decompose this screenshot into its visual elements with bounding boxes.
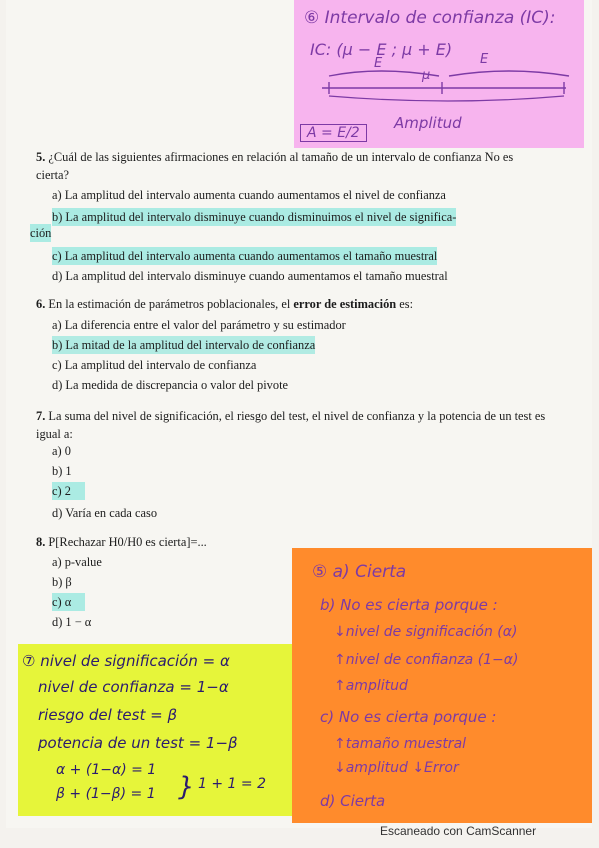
pink-note-brace-diagram bbox=[314, 64, 574, 104]
question-6 bbox=[36, 295, 556, 313]
orange-note-line-3: ↓nivel de significación (α) bbox=[334, 624, 518, 640]
green-note-line-4: potencia de un test = 1−β bbox=[38, 734, 238, 752]
question-8 bbox=[36, 533, 296, 551]
question-7 bbox=[36, 407, 556, 443]
q6-option-d: d) La medida de discrepancia o valor del pivote bbox=[52, 378, 289, 392]
pink-note-mu: μ bbox=[422, 68, 431, 83]
question-6-stem-post: es: bbox=[396, 297, 414, 311]
q6-option-c: c) La amplitud del intervalo de confianza bbox=[52, 358, 257, 372]
green-note-line-1: ⑦ nivel de significación = α bbox=[22, 652, 230, 670]
pink-note-e-left: E bbox=[374, 56, 383, 71]
green-note-line-3: riesgo del test = β bbox=[38, 706, 178, 724]
q7-option-b: b) 1 bbox=[52, 464, 72, 478]
q5-option-b-cont: ción bbox=[30, 226, 52, 240]
green-note-line-2: nivel de confianza = 1−α bbox=[38, 678, 229, 696]
q8-option-d: d) 1 − α bbox=[52, 615, 92, 629]
q6-option-b: b) La mitad de la amplitud del intervalo de confianza bbox=[52, 338, 316, 352]
orange-note-line-7: ↑tamaño muestral bbox=[334, 736, 467, 752]
question-7-stem: La suma del nivel de significación, el riesgo del test, el nivel de confianza y la potencia de un test es igual a: bbox=[36, 409, 546, 441]
question-6-stem-bold: error de estimación bbox=[293, 297, 397, 311]
orange-sticky-note bbox=[292, 548, 592, 823]
question-7-number: 7. bbox=[36, 409, 46, 423]
q5-option-b: b) La amplitud del intervalo disminuye cuando disminuimos el nivel de significa- bbox=[52, 210, 457, 224]
orange-note-line-5: ↑amplitud bbox=[334, 678, 408, 694]
pink-note-formula: IC: (μ − E ; μ + E) bbox=[310, 40, 453, 59]
question-6-number: 6. bbox=[36, 297, 46, 311]
orange-note-line-6: c) No es cierta porque : bbox=[320, 708, 497, 726]
q6-option-a: a) La diferencia entre el valor del parámetro y su estimador bbox=[52, 318, 346, 332]
pink-note-e-right: E bbox=[480, 52, 489, 67]
q5-option-a: a) La amplitud del intervalo aumenta cuando aumentamos el nivel de confianza bbox=[52, 188, 446, 202]
orange-note-line-8: ↓amplitud ↓Error bbox=[334, 760, 459, 776]
pink-note-amplitud: Amplitud bbox=[394, 114, 462, 132]
q8-option-b: b) β bbox=[52, 575, 72, 589]
pink-note-a-formula: A = E/2 bbox=[300, 124, 367, 142]
orange-note-line-2: b) No es cierta porque : bbox=[320, 596, 498, 614]
question-6-stem-pre: En la estimación de parámetros poblacionales, el bbox=[48, 297, 294, 311]
q7-option-a: a) 0 bbox=[52, 444, 71, 458]
orange-note-line-4: ↑nivel de confianza (1−α) bbox=[334, 652, 519, 668]
pink-sticky-note bbox=[294, 0, 584, 148]
q5-option-d: d) La amplitud del intervalo disminuye cuando aumentamos el tamaño muestral bbox=[52, 269, 448, 283]
question-5-stem: ¿Cuál de las siguientes afirmaciones en relación al tamaño de un intervalo de confianza No es cierta? bbox=[36, 150, 514, 182]
green-note-line-6: β + (1−β) = 1 bbox=[56, 786, 156, 802]
question-5 bbox=[36, 148, 536, 184]
orange-note-line-9: d) Cierta bbox=[320, 792, 386, 810]
q5-option-c: c) La amplitud del intervalo aumenta cuando aumentamos el tamaño muestral bbox=[52, 249, 438, 263]
pink-note-title: ⑥ Intervalo de confianza (IC): bbox=[304, 8, 556, 28]
orange-note-line-1: ⑤ a) Cierta bbox=[312, 562, 407, 582]
question-8-stem: P[Rechazar H0/H0 es cierta]=... bbox=[48, 535, 207, 549]
green-note-line-5: α + (1−α) = 1 bbox=[56, 762, 157, 778]
q8-option-c: c) α bbox=[52, 593, 85, 611]
green-sticky-note bbox=[18, 644, 292, 816]
q8-option-a: a) p-value bbox=[52, 555, 102, 569]
green-note-brace: } bbox=[178, 772, 195, 802]
green-note-line-7: 1 + 1 = 2 bbox=[198, 776, 266, 792]
scanner-watermark: Escaneado con CamScanner bbox=[380, 824, 537, 838]
question-8-number: 8. bbox=[36, 535, 46, 549]
q7-option-d: d) Varía en cada caso bbox=[52, 506, 158, 520]
q7-option-c: c) 2 bbox=[52, 482, 85, 500]
question-5-number: 5. bbox=[36, 150, 46, 164]
